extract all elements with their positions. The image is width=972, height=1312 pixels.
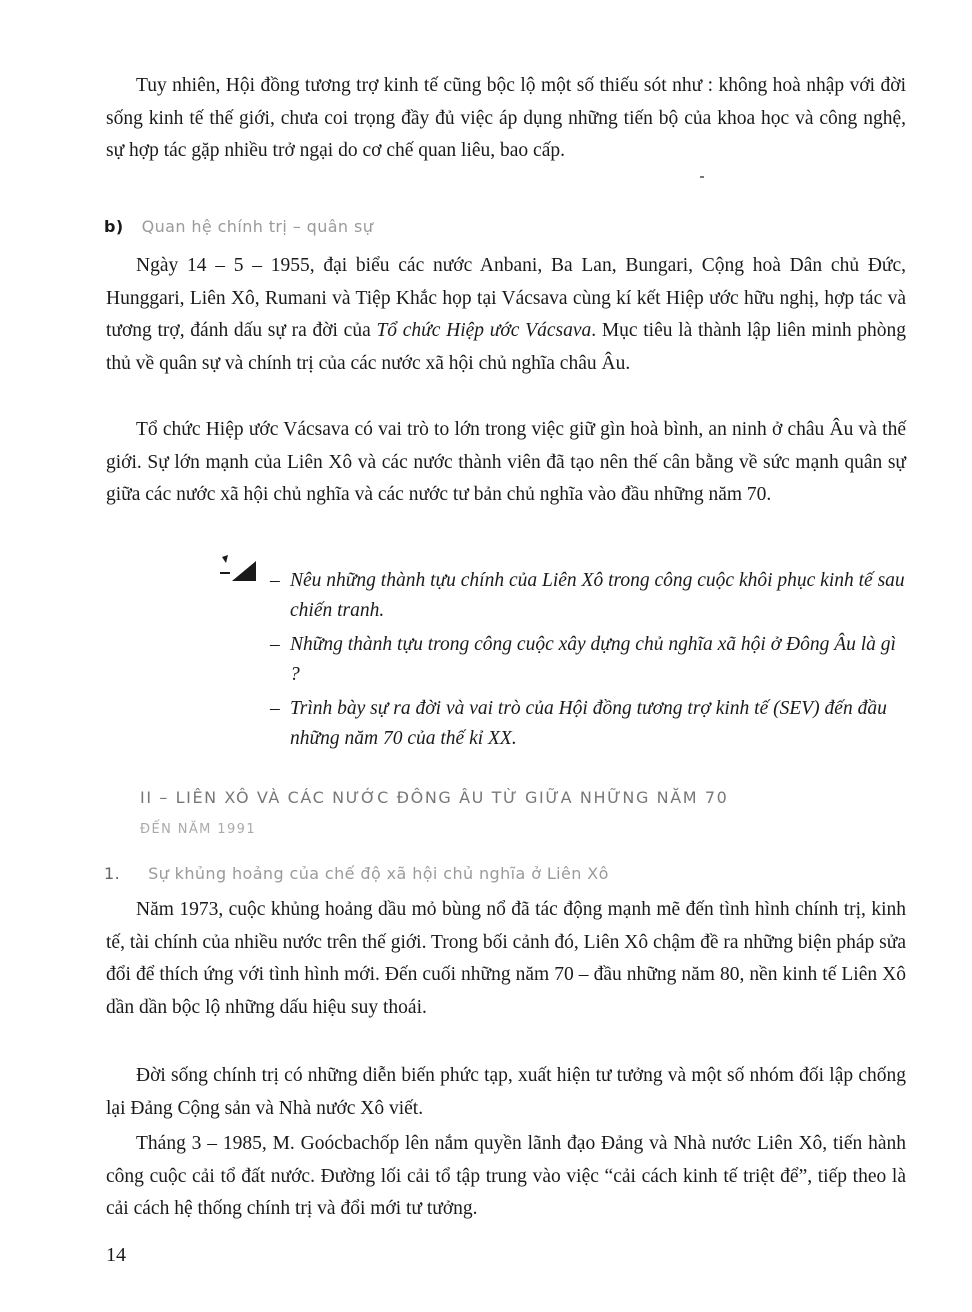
scan-speck (700, 176, 704, 178)
dash-mark: – (270, 698, 280, 719)
question-text: Trình bày sự ra đời và vai trò của Hội đồng tương trợ kinh tế (SEV) đến đầu những năm 70 của thế kỉ XX. (290, 698, 887, 749)
subheading-political-military (104, 217, 373, 236)
paragraph-warsaw-pact-role: Tổ chức Hiệp ước Vácsava có vai trò to lớn trong việc giữ gìn hoà bình, an ninh ở châu Âu và thế giới. Sự lớn mạnh của Liên Xô và các nước thành viên đã tạo nên thế cân bằng về sức mạnh quân sự giữa các nước xã hội chủ nghĩa và các nước tư bản chủ nghĩa vào đầu những năm 70. (106, 419, 906, 505)
page-number: 14 (106, 1244, 126, 1266)
section-title: II – LIÊN XÔ VÀ CÁC NƯỚC ĐÔNG ÂU TỪ GIỮA NHỮNG NĂM 70 (140, 788, 729, 807)
paragraph-perestroika: Tháng 3 – 1985, M. Goócbachốp lên nắm quyền lãnh đạo Đảng và Nhà nước Liên Xô, tiến hành công cuộc cải tổ đất nước. Đường lối cải tổ tập trung vào việc “cải cách kinh tế triệt để”, tiếp theo là cải cách hệ thống chính trị và đổi mới tư tưởng. (106, 1133, 906, 1219)
paragraph-warsaw-pact-founding (106, 250, 906, 380)
question-text: Những thành tựu trong công cuộc xây dựng chủ nghĩa xã hội ở Đông Âu là gì ? (290, 634, 896, 685)
dash-mark: – (270, 570, 280, 591)
paragraph-sev-shortcomings: Tuy nhiên, Hội đồng tương trợ kinh tế cũng bộc lộ một số thiếu sót như : không hoà nhập với đời sống kinh tế thế giới, chưa coi trọng đầy đủ việc áp dụng những tiến bộ của khoa học và công nghệ, sự hợp tác gặp nhiều trở ngại do cơ chế quan liêu, bao cấp. (106, 75, 906, 161)
subheading-ussr-crisis (104, 864, 609, 883)
paragraph-text: Ngày 14 – 5 – 1955, đại biểu các nước Anbani, Ba Lan, Bungari, Cộng hoà Dân chủ Đức, Hunggari, Liên Xô, Rumani và Tiệp Khắc họp tại Vácsava cùng kí kết Hiệp ước hữu nghị, hợp tác và tương trợ, đánh dấu sự ra đời của (106, 255, 906, 341)
italic-term: Tổ chức Hiệp ước Vácsava (376, 320, 592, 341)
paragraph-text-end: . Mục tiêu là thành lập liên minh phòng thủ về quân sự và chính trị của các nước xã hội chủ nghĩa châu Âu. (106, 320, 907, 374)
paragraph-political-life: Đời sống chính trị có những diễn biến phức tạp, xuất hiện tư tưởng và một số nhóm đối lập chống lại Đảng Cộng sản và Nhà nước Xô viết. (106, 1065, 906, 1119)
subheading-text: Quan hệ chính trị – quân sự (141, 217, 374, 236)
paragraph-oil-crisis: Năm 1973, cuộc khủng hoảng dầu mỏ bùng nổ đã tác động mạnh mẽ đến tình hình chính trị, kinh tế, tài chính của nhiều nước trên thế giới. Trong bối cảnh đó, Liên Xô chậm đề ra những biện pháp sửa đổi để thích ứng với tình hình mới. Đến cuối những năm 70 – đầu những năm 80, nền kinh tế Liên Xô dần dần bộc lộ những dấu hiệu suy thoái. (106, 899, 906, 1018)
subheading-text: Sự khủng hoảng của chế độ xã hội chủ nghĩa ở Liên Xô (148, 864, 609, 883)
review-questions (270, 566, 910, 758)
subheading-marker: 1. (104, 864, 121, 883)
question-item (270, 566, 910, 626)
dash-mark: – (270, 634, 280, 655)
question-text: Nêu những thành tựu chính của Liên Xô trong công cuộc khôi phục kinh tế sau chiến tranh. (290, 570, 905, 621)
section-subtitle: ĐẾN NĂM 1991 (140, 822, 256, 837)
subheading-marker: b) (104, 217, 124, 236)
question-item (270, 694, 910, 754)
pencil-question-icon (218, 553, 258, 585)
question-item (270, 630, 910, 690)
